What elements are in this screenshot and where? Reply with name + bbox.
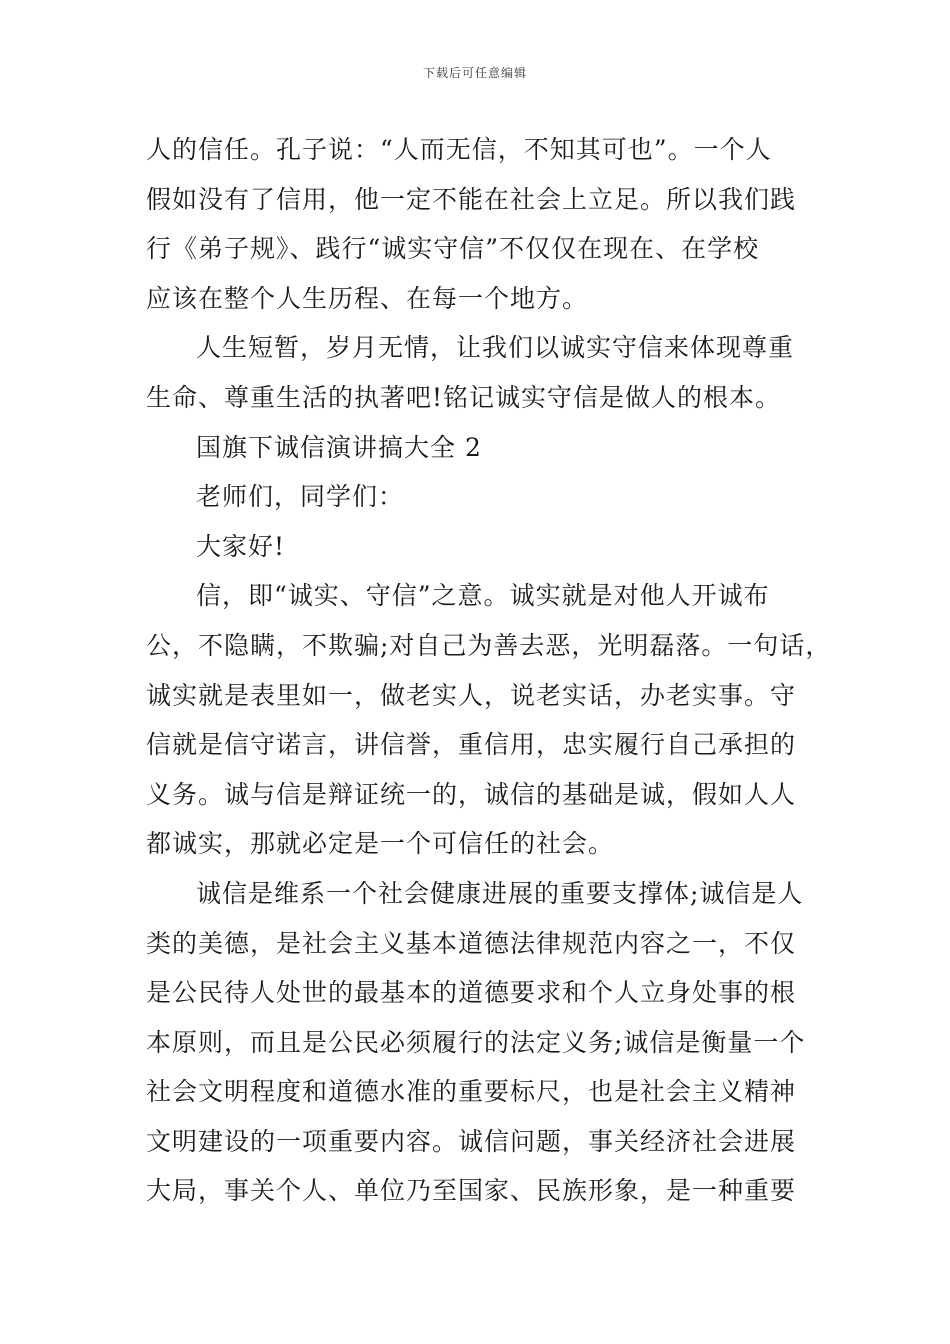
page-header: 下载后可任意编辑 — [422, 66, 527, 80]
paragraph — [146, 571, 832, 869]
text-line: 类的美德，是社会主义基本道德法律规范内容之一，不仅 — [146, 928, 797, 958]
text-line: 义务。诚与信是辩证统一的，诚信的基础是诚，假如人人 — [146, 779, 797, 809]
greeting — [146, 522, 816, 572]
text-line: 本原则，而且是公民必须履行的法定义务;诚信是衡量一个 — [146, 1027, 806, 1057]
text-line: 老师们，同学们： — [196, 482, 405, 512]
text-line: 是公民待人处世的最基本的道德要求和个人立身处事的根 — [146, 978, 797, 1008]
text-line: 生命、尊重生活的执著吧!铭记诚实守信是做人的根本。 — [146, 382, 782, 412]
text-line: 公，不隐瞒，不欺骗;对自己为善去恶，光明磊落。一句话， — [146, 630, 832, 660]
text-line: 文明建设的一项重要内容。诚信问题，事关经济社会进展 — [146, 1126, 797, 1156]
document-body — [146, 125, 832, 1216]
text-line: 诚信是维系一个社会健康进展的重要支撑体;诚信是人 — [196, 878, 804, 908]
text-line: 人的信任。孔子说：“人而无信，不知其可也”。一个人 — [146, 135, 772, 164]
text-line: 诚实就是表里如一，做老实人，说老实话，办老实事。守 — [146, 680, 797, 710]
paragraph — [146, 869, 816, 1216]
text-line: 大家好! — [196, 531, 286, 561]
text-line: 行《弟子规》、践行“诚实守信”不仅仅在现在、在学校 — [146, 234, 760, 264]
paragraph — [146, 323, 816, 422]
salutation — [146, 472, 816, 522]
text-line: 社会文明程度和道德水准的重要标尺，也是社会主义精神 — [146, 1077, 797, 1107]
text-line: 都诚实，那就必定是一个可信任的社会。 — [146, 829, 615, 859]
text-line: 应该在整个人生历程、在每一个地方。 — [146, 283, 589, 313]
text-line: 信，即“诚实、守信”之意。诚实就是对他人开诚布 — [196, 581, 770, 611]
text-line: 国旗下诚信演讲搞大全 2 — [196, 432, 482, 462]
text-line: 大局，事关个人、单位乃至国家、民族形象，是一种重要 — [146, 1176, 797, 1206]
text-line: 假如没有了信用，他一定不能在社会上立足。所以我们践 — [146, 184, 797, 214]
paragraph — [146, 125, 816, 323]
speech-title — [146, 423, 816, 473]
text-line: 人生短暂，岁月无情，让我们以诚实守信来体现尊重 — [196, 333, 795, 363]
text-line: 信就是信守诺言，讲信誉，重信用，忠实履行自己承担的 — [146, 730, 797, 760]
